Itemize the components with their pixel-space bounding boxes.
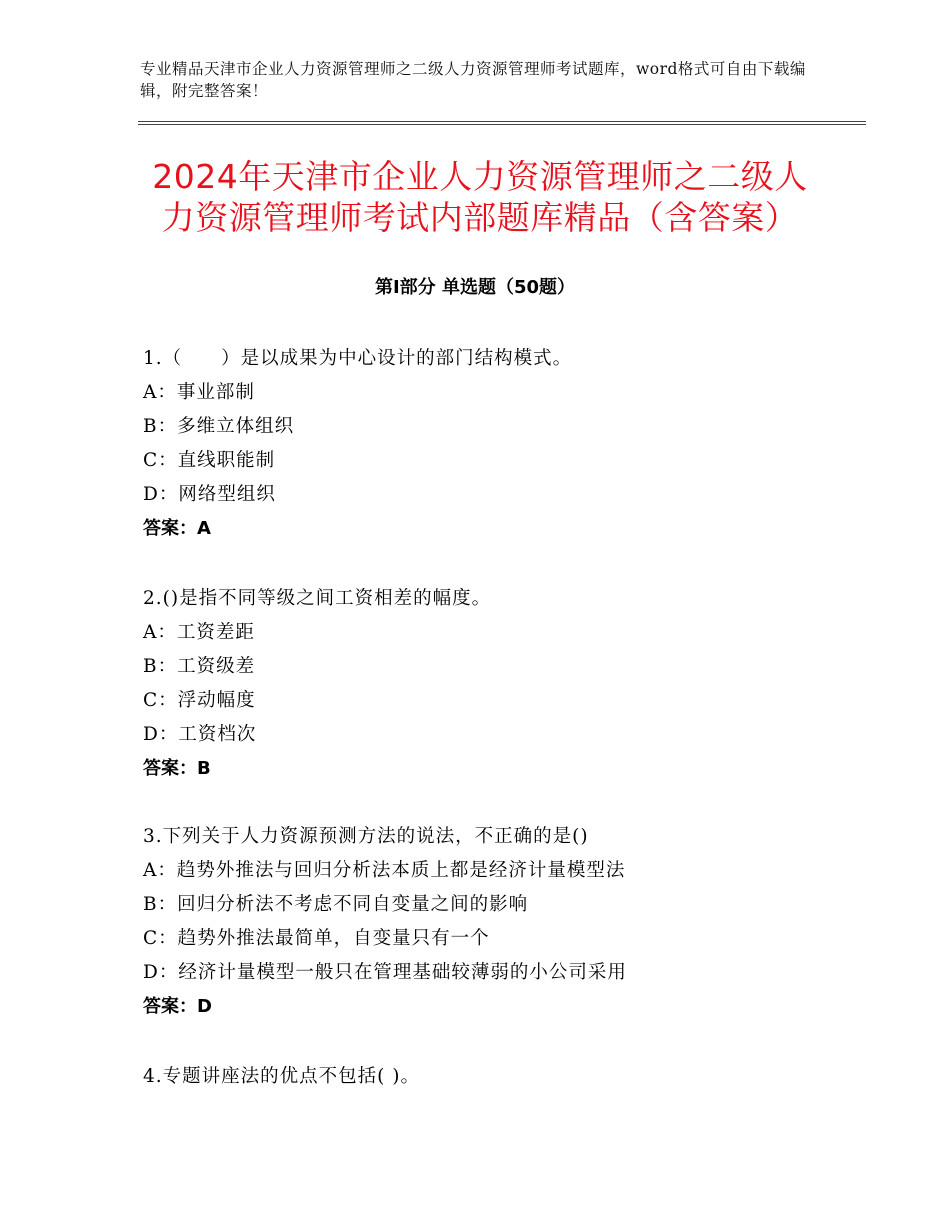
option-a: A：趋势外推法与回归分析法本质上都是经济计量模型法	[143, 860, 626, 881]
option-a: A：事业部制	[143, 382, 255, 403]
option-c: C：直线职能制	[143, 450, 276, 471]
document-title: 2024年天津市企业人力资源管理师之二级人力资源管理师考试内部题库精品（含答案）	[152, 157, 808, 237]
header-note: 专业精品天津市企业人力资源管理师之二级人力资源管理师考试题库，word格式可自由下载编辑，附完整答案！	[140, 60, 806, 100]
answer: 答案：A	[143, 518, 211, 539]
option-d: D：经济计量模型一般只在管理基础较薄弱的小公司采用	[143, 962, 627, 983]
option-b: B：工资级差	[143, 656, 256, 677]
option-c: C：趋势外推法最简单，自变量只有一个	[143, 928, 490, 949]
question-1	[143, 342, 843, 546]
question-stem: 1.（ ）是以成果为中心设计的部门结构模式。	[143, 348, 573, 369]
question-stem: 2.()是指不同等级之间工资相差的幅度。	[143, 588, 492, 609]
option-a: A：工资差距	[143, 622, 255, 643]
option-c: C：浮动幅度	[143, 690, 256, 711]
header-divider	[138, 121, 866, 122]
answer: 答案：D	[143, 996, 212, 1017]
option-b: B：回归分析法不考虑不同自变量之间的影响	[143, 894, 529, 915]
question-stem: 3.下列关于人力资源预测方法的说法，不正确的是()	[143, 826, 589, 847]
section-title: 第Ⅰ部分 单选题（50题）	[374, 277, 575, 298]
option-d: D：网络型组织	[143, 484, 276, 505]
question-3	[143, 820, 843, 1024]
option-d: D：工资档次	[143, 724, 257, 745]
header-divider-secondary	[138, 124, 866, 125]
question-2	[143, 582, 843, 786]
option-b: B：多维立体组织	[143, 416, 295, 437]
question-4	[143, 1060, 843, 1094]
answer: 答案：B	[143, 758, 211, 779]
question-stem: 4.专题讲座法的优点不包括( )。	[143, 1066, 420, 1087]
